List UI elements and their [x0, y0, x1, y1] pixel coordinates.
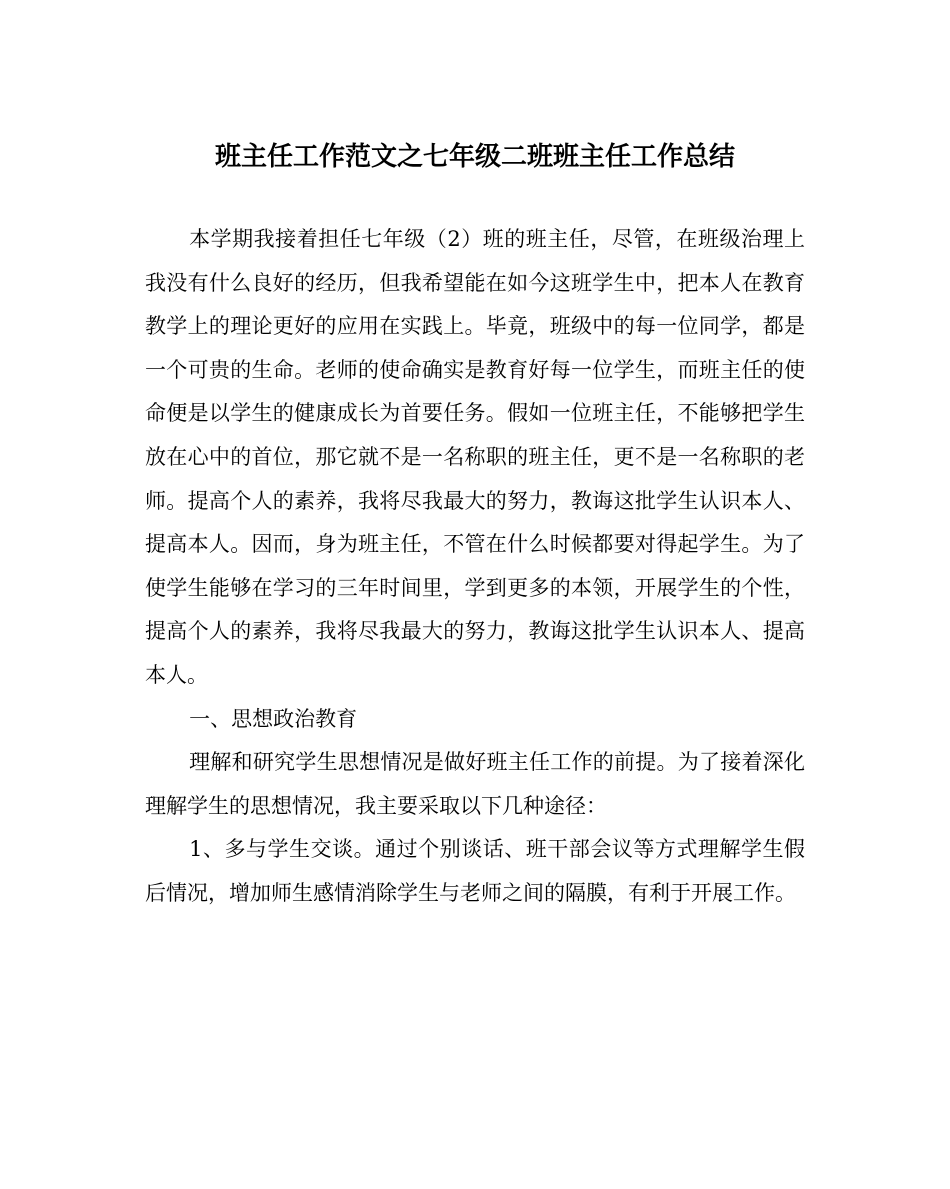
- document-body: [145, 218, 805, 916]
- section-heading: 一、思想政治教育: [189, 706, 358, 731]
- paragraph-intro: 本学期我接着担任七年级（2）班的班主任，尽管，在班级治理上我没有什么良好的经历，但我希望能在如今这班学生中，把本人在教育教学上的理论更好的应用在实践上。毕竟，班级中的每一位同学，都是一个可贵的生命。老师的使命确实是教育好每一位学生，而班主任的使命便是以学生的健康成长为首要任务。假如一位班主任，不能够把学生放在心中的首位，那它就不是一名称职的班主任，更不是一名称职的老师。提高个人的素养，我将尽我最大的努力，教诲这批学生认识本人、提高本人。因而，身为班主任，不管在什么时候都要对得起学生。为了使学生能够在学习的三年时间里，学到更多的本领，开展学生的个性，提高个人的素养，我将尽我最大的努力，教诲这批学生认识本人、提高本人。: [145, 227, 805, 687]
- paragraph-item-1: 1、多与学生交谈。通过个别谈话、班干部会议等方式理解学生假后情况，增加师生感情消除学生与老师之间的隔膜，有利于开展工作。: [145, 837, 805, 905]
- paragraph-section-intro: 理解和研究学生思想情况是做好班主任工作的前提。为了接着深化理解学生的思想情况，我主要采取以下几种途径：: [145, 750, 805, 818]
- document-title: 班主任工作范文之七年级二班班主任工作总结: [214, 142, 735, 172]
